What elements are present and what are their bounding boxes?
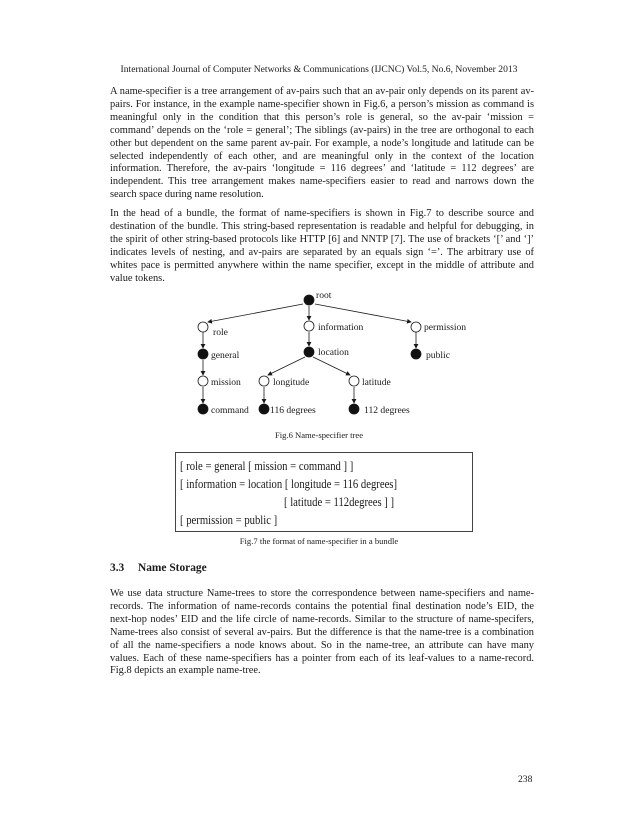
label-command: command (211, 405, 249, 416)
label-mission: mission (211, 377, 241, 388)
label-latitude: latitude (362, 377, 391, 388)
label-longitude: longitude (273, 377, 310, 388)
page-number: 238 (518, 774, 533, 785)
node-information (304, 321, 314, 331)
node-root (304, 295, 314, 305)
section-number: 3.3 (110, 562, 125, 574)
node-longitude (259, 376, 269, 386)
section-heading (110, 562, 207, 574)
edge-location-latitude (313, 357, 350, 375)
name-specifier-format-box (175, 452, 473, 532)
node-general (198, 349, 208, 359)
label-general: general (211, 350, 240, 361)
label-latitude-value: 112 degrees (364, 405, 410, 416)
node-mission (198, 376, 208, 386)
node-role (198, 322, 208, 332)
label-location: location (318, 347, 349, 358)
label-root: root (316, 290, 332, 301)
label-role: role (213, 327, 228, 338)
node-latitude-value (349, 404, 359, 414)
node-latitude (349, 376, 359, 386)
node-location (304, 347, 314, 357)
node-longitude-value (259, 404, 269, 414)
figure-6-caption: Fig.6 Name-specifier tree (274, 430, 364, 440)
figure-7-caption: Fig.7 the format of name-specifier in a bundle (239, 536, 399, 546)
paragraph-name-storage: We use data structure Name-trees to store the correspondence between name-specifiers and name-records. The information of name-records contains the potential final destination node’s EID, the next-hop nodes’ EID and the life circle of name-records. Similar to the structure of name-specifers, Name-trees also consist of several av-pairs. But the difference is that the name-tree is a combination of all the name-specifiers a node knows about. So in the name-tree, an attribute can have many values. Each of these name-specifiers has a pointer from each of its leaf-values to a name-record. Fig.8 depicts an example name-tree. (110, 588, 534, 677)
label-public: public (426, 350, 450, 361)
edge-location-longitude (268, 357, 305, 375)
node-public (411, 349, 421, 359)
label-longitude-value: 116 degrees (270, 405, 316, 416)
format-line-role: [ role = general [ mission = command ] ] (180, 459, 354, 473)
format-line-information: [ information = location [ longitude = 116 degrees] (180, 477, 398, 491)
paragraph-bundle-format: In the head of a bundle, the format of name-specifiers is shown in Fig.7 to describe source and destination of the bundle. This string-based representation is readable and helpful for debugging, in the spirit of other string-based protocols like HTTP [6] and NNTP [7]. The use of brackets ‘[’ and ‘]’ indicates levels of nesting, and av-pairs are separated by an equals sign ‘=’. The arbitrary use of whites pace is permitted anywhere within the name specifier, except in the middle of attribute and value tokens. (110, 208, 534, 284)
edge-root-role (208, 304, 303, 322)
journal-header: International Journal of Computer Networks & Communications (IJCNC) Vol.5, No.6, November 2013 (120, 64, 518, 75)
section-title: Name Storage (138, 562, 207, 574)
node-command (198, 404, 208, 414)
node-permission (411, 322, 421, 332)
edge-root-permission (315, 304, 411, 322)
label-information: information (318, 322, 364, 333)
format-line-latitude: [ latitude = 112degrees ] ] (284, 495, 395, 509)
format-line-permission: [ permission = public ] (180, 513, 278, 527)
paragraph-name-specifier: A name-specifier is a tree arrangement of av-pairs such that an av-pair only depends on its parent av-pairs. For instance, in the example name-specifier shown in Fig.6, a person’s mission as command is meaningful only in the condition that this person’s role is general, so the av-pair ‘mission = command’ depends on the ‘role = general’; The siblings (av-pairs) in the tree are orthogonal to each other but dependent on the same parent av-pair. For example, a node’s longitude and latitude can be selected independently of each other, and are meaningful only in the context of the location information. Therefore, the av-pairs ‘longitude = 116 degrees’ and ‘latitude = 112 degrees’ are independent. This tree arrangement makes name-specifiers easier to read and narrows down the search space during name resolution. (110, 86, 534, 201)
label-permission: permission (424, 322, 467, 333)
